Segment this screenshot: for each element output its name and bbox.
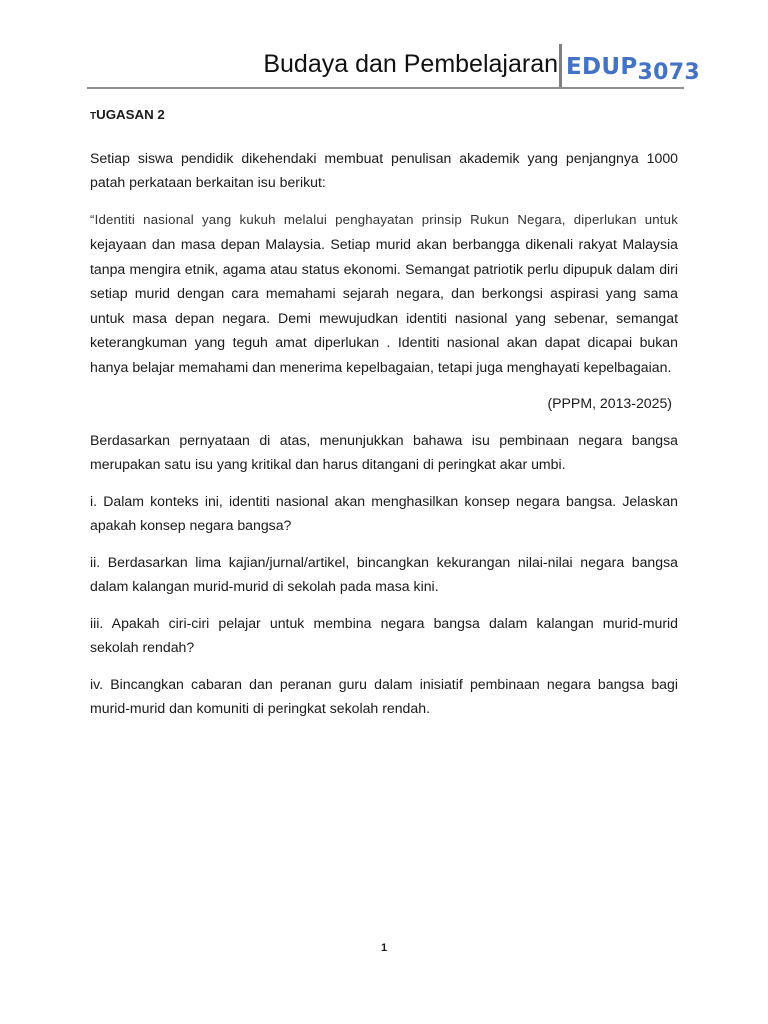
statement-paragraph: Berdasarkan pernyataan di atas, menunjukkan bahawa isu pembinaan negara bangsa merupakan satu isu yang kritikal dan harus ditangani di peringkat akar umbi.: [90, 431, 678, 472]
course-code-number: 3073: [637, 60, 700, 85]
course-code: [566, 54, 700, 85]
assignment-heading: [90, 103, 678, 130]
question-2: ii. Berdasarkan lima kajian/jurnal/artikel, bincangkan kekurangan nilai-nilai negara bangsa dalam kalangan murid-murid di sekolah pada masa kini.: [90, 553, 678, 594]
heading-rest: UGASAN 2: [96, 107, 165, 122]
header-divider: [559, 44, 562, 88]
course-code-prefix: EDUP: [566, 54, 638, 80]
header-rule: [87, 87, 684, 89]
quote-rest: kejayaan dan masa depan Malaysia. Setiap murid akan berbangga dikenali rakyat Malaysia tanpa mengira etnik, agama atau status ekonomi. Semangat patriotik perlu dipupuk dalam diri setiap murid dengan cara memahami sejarah negara, dan berkongsi aspirasi yang sama untuk masa depan negara. Demi mewujudkan identiti nasional yang sebenar, semangat keterangkuman yang teguh amat diperlukan . Identiti nasional akan dapat dicapai bukan hanya belajar memahami dan menerima kepelbagaian, tetapi juga menghayati kepelbagaian.: [90, 236, 678, 375]
document-body: [90, 103, 678, 733]
course-title: Budaya dan Pembelajaran: [263, 50, 558, 78]
page-number: 1: [380, 942, 388, 954]
question-4: iv. Bincangkan cabaran dan peranan guru dalam inisiatif pembinaan negara bangsa bagi murid-murid dan komuniti di peringkat sekolah rendah.: [90, 675, 678, 716]
quote-paragraph: [90, 207, 678, 380]
intro-paragraph: Setiap siswa pendidik dikehendaki membuat penulisan akademik yang penjangnya 1000 patah perkataan berkaitan isu berikut:: [90, 149, 678, 190]
citation: (PPPM, 2013-2025): [547, 395, 672, 411]
quote-first-line: “Identiti nasional yang kukuh melalui penghayatan prinsip Rukun Negara, diperlukan untuk: [90, 211, 678, 227]
page-header: [0, 40, 768, 90]
question-3: iii. Apakah ciri-ciri pelajar untuk membina negara bangsa dalam kalangan murid-murid sekolah rendah?: [90, 614, 678, 655]
question-1: i. Dalam konteks ini, identiti nasional akan menghasilkan konsep negara bangsa. Jelaskan apakah konsep negara bangsa?: [90, 492, 678, 533]
heading-first-letter: T: [90, 111, 97, 122]
